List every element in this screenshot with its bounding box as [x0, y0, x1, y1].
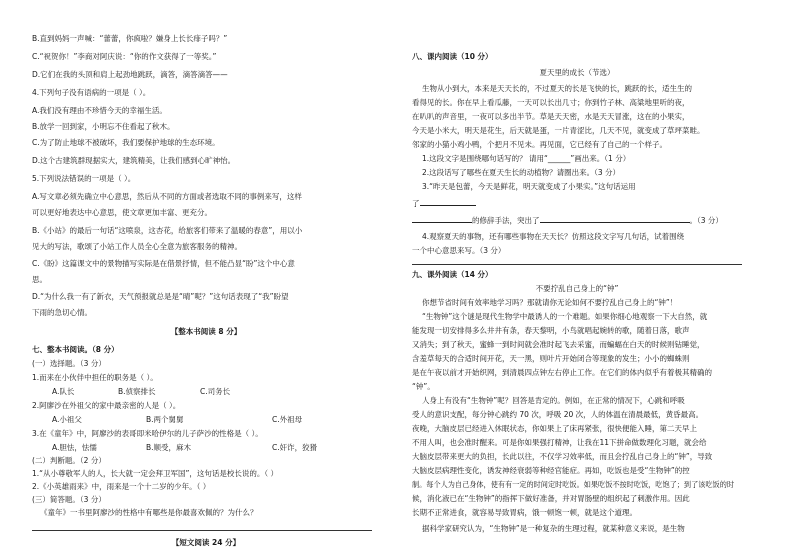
- judge-question: 2.《小英雄雨来》中，雨来是一个十二岁的少年。（ ）: [32, 482, 211, 491]
- option-line: 下雨的急切心情。: [32, 308, 92, 317]
- question-line: 5.下列说法错误的一项是（ ）。: [32, 174, 136, 183]
- section-title-short: 【短文阅读 24 分】: [171, 538, 241, 547]
- passage-line: 邻家的小猫小鸡小鸭，个把月不见未。再见面，它已经有了自己的一个样子。: [412, 140, 667, 149]
- choice-option: B.顺受，麻木: [146, 443, 192, 452]
- passage-question: 4.观察夏天的事物，还有哪些事物在天天长？仿照这段文字写几句话，试着围绕: [422, 232, 685, 241]
- option-line: 思。: [32, 275, 47, 284]
- passage-line: 能发现一切安排得多么井井有条，春天黎明，小鸟就唱起婉转的歌，随着日落，歌声: [412, 326, 690, 335]
- fill-blank[interactable]: [412, 215, 472, 223]
- option-line: 可以更好地表达中心意思，使文章更加丰富、更充分。: [32, 208, 212, 217]
- choice-option: B.侦察排长: [118, 387, 156, 396]
- option-line: D.“为什么我一有了新衣，天气预报就总是是“晴”呢？”这句话表现了“我”盼望: [32, 292, 289, 301]
- choice-option: C.奸诈，狡猾: [272, 443, 318, 452]
- passage-question: [412, 198, 476, 209]
- choice-option: A.胆怯，怯懦: [52, 443, 97, 452]
- passage-line: 制。每个人为自己身体，使有有一定的时间定时吃饭。如果吃饭不按时吃饭，吃饱了；到了该吃饭的时: [412, 480, 735, 489]
- passage-question: 一个中心意思来写。（3 分）: [412, 246, 506, 255]
- passage-line: 不用人叫，也会准时醒来。可是你如果强打精神，让我在11下拼命做数理化习题，就会给: [412, 438, 707, 447]
- passage-question: 2.这段话写了哪些在夏天生长的动植物？请圈出来。（3 分）: [422, 168, 621, 177]
- passage-line: 是在午夜以前才开始织网，到清晨四点钟左右停止工作。在它们的体内似乎有着极其精确的: [412, 368, 712, 377]
- passage-question: 3.“昨天是包蕾，今天是鲜花，明天就变成了小果实。”这句话运用: [422, 182, 636, 191]
- passage-title: 不要拧乱自己身上的“钟”: [535, 284, 619, 293]
- question-9-title: 九、课外阅读（14 分）: [412, 270, 493, 279]
- fill-prefix: 了: [412, 199, 420, 208]
- choice-option: B.两个舅舅: [146, 415, 184, 424]
- passage-line: 今天是小米大，明天是花生，后天就是蛋，一片青涩比，几天不见，就变成了草坪菜畦。: [412, 126, 705, 135]
- passage-line: 生物从小到大，本来是天天长的，不过夏天的长是飞快的长，跳跃的长，适生生的: [422, 84, 692, 93]
- passage-line: 又消失；到了秋天，蜜蜂一到时间就会准时起飞去采蜜，而蝙蝠在白天的时候则钻睡觉，: [412, 340, 705, 349]
- choice-question: 1.而来在小伙伴中担任的职务是（ ）。: [32, 373, 158, 382]
- option-line: A.我们没有理由不珍惜今天的幸福生活。: [32, 106, 167, 115]
- passage-line: 候，消化液已在“生物钟”的指挥下做好准备，并对胃肠壁的组织起了刺激作用。因此: [412, 494, 690, 503]
- judge-subtitle: (二）判断题。（2 分）: [32, 456, 106, 465]
- question-line: 4.下列句子没有语病的一项是（ ）。: [32, 88, 151, 97]
- choice-option: C.外祖母: [272, 415, 303, 424]
- answer-line: [32, 530, 372, 531]
- passage-line: 看得见的长。你在早上看瓜藤，一天可以长出几寸；你到竹子林、高粱地里听的夜，: [412, 98, 690, 107]
- option-line: B.直到妈妈一声喊：“蕾蕾，你疯啦？嫌身上长长痱子吗？”: [32, 34, 228, 43]
- option-line: C.《盼》这篇课文中的景物描写实际是在借景抒情，但不能凸显“盼”这个中心意: [32, 259, 295, 268]
- passage-line: 受人的意识支配，每分钟心跳约 70 次，呼吸 20 次，人的体温在清晨最低，黄昏最高。: [412, 410, 704, 419]
- passage-line: “钟”。: [412, 382, 435, 391]
- passage-line: 大脑皮层带来更大的负担，长此以往，不仅学习效率低，而且会拧乱自己身上的“钟”，导致: [412, 452, 713, 461]
- fill-blank[interactable]: [420, 198, 476, 206]
- choice-question: 2.阿廖沙在外祖父的家中最亲密的人是（ ）。: [32, 401, 181, 410]
- passage-question: [412, 215, 723, 226]
- section-title-book: 【整本书阅读 8 分】: [170, 327, 242, 336]
- option-line: D.它们在我的头顶和肩上起劲地跳跃，滴答，滴答滴答——: [32, 70, 228, 79]
- option-line: B.放学一回到家，小明忘不住看起了秋木。: [32, 122, 175, 131]
- passage-line: 长期不正常进食，就容易导致胃病，饿一顿饱一顿，就是这个道理。: [412, 508, 637, 517]
- judge-question: 1.“从小尊敬军人的人，长大就一定会拜卫军国”，这句话是校长说的。（ ）: [32, 469, 279, 478]
- choice-option: A.小祖父: [52, 415, 82, 424]
- option-line: D.这个古建筑群现据实大，建筑精美，让我们感到心旷神怡。: [32, 156, 236, 165]
- option-line: 见大的写法，歌颂了小站工作人员全心全意为旅客服务的精神。: [32, 242, 242, 251]
- passage-question: 1.这段文字是围绕哪句话写的？ 请用“______”画出来。（1 分）: [422, 154, 631, 163]
- fill-suffix: 。（3 分）: [689, 216, 723, 225]
- choice-subtitle: (一）选择题。（3 分）: [32, 359, 106, 368]
- qa-subtitle: (三）简答题。（3 分）: [32, 495, 106, 504]
- passage-line: “生物钟”这个谜是现代生物学中最诱人的一个难题。如果你细心地观察一下大自然，就: [422, 312, 708, 321]
- option-line: C.为了防止地球不被破坏，我们要保护地球的生态环境。: [32, 138, 220, 147]
- fill-mid: 的修辞手法，突出了: [472, 216, 540, 225]
- choice-option: C.司务长: [200, 387, 231, 396]
- passage-line: 夜晚，大脑皮层已经进入休眠状态，你如果上了床再紧张，很快便能入睡，第二天早上: [412, 424, 697, 433]
- question-8-title: 八、课内阅读（10 分）: [412, 52, 493, 61]
- question-7-title: 七、整本书阅读。（8 分）: [32, 345, 119, 354]
- option-line: C.“祝贺你！”李商对阿庆说：“你的作文获得了一等奖。”: [32, 52, 217, 61]
- choice-option: A.队长: [52, 387, 75, 396]
- option-line: B.《小站》的最后一句话“这喷泉，这杏花，给旅客们带来了温暖的春意”，用以小: [32, 226, 303, 235]
- passage-line: 含羞草每天的合适时间开花，天一黑，则叶片开始闭合等现象的发生；小小的蜘蛛则: [412, 354, 690, 363]
- passage-line: 大脑皮层病理性变化，诱发神经衰弱等种经官能症。再如，吃饭也是受“生物钟”的控: [412, 466, 690, 475]
- passage-line: 人身上有没有“生物钟”呢？回答是肯定的。例如，在正常的情况下，心跳和呼吸: [422, 396, 685, 405]
- fill-blank[interactable]: [540, 215, 690, 223]
- option-line: A.写文章必须先确立中心意思，然后从不同的方面或者选取不同的事例来写，这样: [32, 192, 302, 201]
- answer-line[interactable]: [412, 264, 742, 265]
- passage-title: 夏天里的成长（节选）: [539, 68, 615, 77]
- passage-line: 你想节省时间有效率地学习吗？那就请你无论如何不要拧乱自己身上的“钟”！: [422, 298, 678, 307]
- passage-line: 在叭叭的声音里，一夜可以多出半节。草是天天密，水是天天冒涨，这在的小果实，: [412, 112, 690, 121]
- passage-line: 据科学家研究认为，“生物钟”是一种复杂的生理过程，就某种意义来说，是生物: [422, 524, 685, 533]
- qa-question: 《童年》一书里阿廖沙的性格中有哪些是你最喜欢佩的？为什么？: [40, 508, 258, 517]
- choice-question: 3.在《童年》中，阿廖沙的表哥即米哈伊尔的儿子萨沙的性格是（ ）。: [32, 429, 263, 438]
